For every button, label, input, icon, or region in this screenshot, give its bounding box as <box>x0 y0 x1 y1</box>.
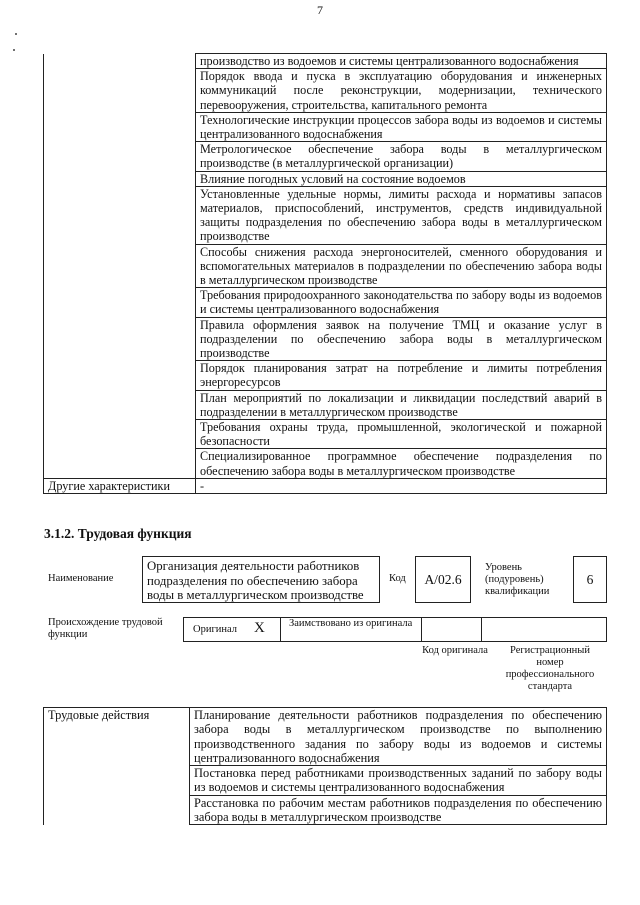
knowledge-item: Порядок планирования затрат на потребление и лимиты потребления энергоресурсов <box>196 361 607 390</box>
original-mark: Х <box>254 620 265 636</box>
knowledge-item: Порядок ввода и пуска в эксплуатацию оборудования и инженерных коммуникаций после реконструкции, модернизации, технического перевооружения, строительства, капитального ремонта <box>196 69 607 113</box>
borrowed-cell <box>280 618 422 641</box>
labor-action-item: Постановка перед работниками производственных заданий по забору воды из водоемов и системы централизованного водоснабжения <box>190 766 607 796</box>
name-label: Наименование <box>48 573 114 584</box>
scan-speck <box>15 33 17 35</box>
original-cell <box>184 618 281 641</box>
other-characteristics-label: Другие характеристики <box>44 478 196 493</box>
knowledge-item: Метрологическое обеспечение забора воды в металлургическом производстве (в металлургической организации) <box>196 142 607 171</box>
knowledge-label-cell <box>44 54 196 479</box>
knowledge-item: Специализированное программное обеспечение подразделения по обеспечению забора воды в металлургическом производстве <box>196 449 607 478</box>
knowledge-item: Технологические инструкции процессов забора воды из водоемов и системы централизованного водоснабжения <box>196 112 607 141</box>
labor-actions-table <box>43 707 607 825</box>
level-box: 6 <box>573 556 607 603</box>
knowledge-item: Способы снижения расхода энергоносителей, сменного оборудования и вспомогательных материалов в подразделении по обеспечению забора воды в металлургическом производстве <box>196 244 607 288</box>
knowledge-item: Установленные удельные нормы, лимиты расхода и нормативы запасов материалов, приспособлений, инструментов, средств индивидуальной защиты подразделения по обеспечению забора воды в металлургическом производстве <box>196 186 607 244</box>
code-original-cell <box>421 618 482 641</box>
other-characteristics-value: - <box>196 478 607 493</box>
knowledge-item: Правила оформления заявок на получение ТМЦ и оказание услуг в подразделении по обеспечению забора воды в металлургическом производстве <box>196 317 607 361</box>
code-original-label: Код оригинала <box>422 645 488 656</box>
origin-table <box>183 617 607 642</box>
reg-number-label: Регистрационный номер профессионального стандарта <box>505 645 595 692</box>
page-number: 7 <box>317 3 323 17</box>
labor-action-item: Планирование деятельности работников подразделения по обеспечению забора воды в металлургическом производстве по выполнению производственного задания по забору воды из водоемов и системы централизованного водоснабжения <box>190 708 607 766</box>
knowledge-table <box>43 53 607 494</box>
knowledge-item: План мероприятий по локализации и ликвидации последствий аварий в подразделении в металлургическом производстве <box>196 390 607 419</box>
labor-action-item: Расстановка по рабочим местам работников подразделения по обеспечению забора воды в металлургическом производстве <box>190 795 607 825</box>
origin-label: Происхождение трудовой функции <box>48 617 163 640</box>
knowledge-item: Влияние погодных условий на состояние водоемов <box>196 171 607 186</box>
knowledge-item: производство из водоемов и системы централизованного водоснабжения <box>196 54 607 69</box>
code-label: Код <box>389 573 406 584</box>
code-box: А/02.6 <box>415 556 471 603</box>
section-title: 3.1.2. Трудовая функция <box>44 526 192 541</box>
labor-actions-label: Трудовые действия <box>44 708 190 825</box>
original-label: Оригинал <box>193 624 237 635</box>
scan-speck <box>13 49 15 51</box>
function-name-box: Организация деятельности работников подразделения по обеспечению забора воды в металлургическом производстве <box>142 556 380 603</box>
borrowed-label: Заимствовано из оригинала <box>289 618 413 629</box>
knowledge-item: Требования природоохранного законодательства по забору воды из водоемов и системы централизованного водоснабжения <box>196 288 607 317</box>
level-label: Уровень (подуровень) квалификации <box>485 562 550 597</box>
knowledge-item: Требования охраны труда, промышленной, экологической и пожарной безопасности <box>196 420 607 449</box>
